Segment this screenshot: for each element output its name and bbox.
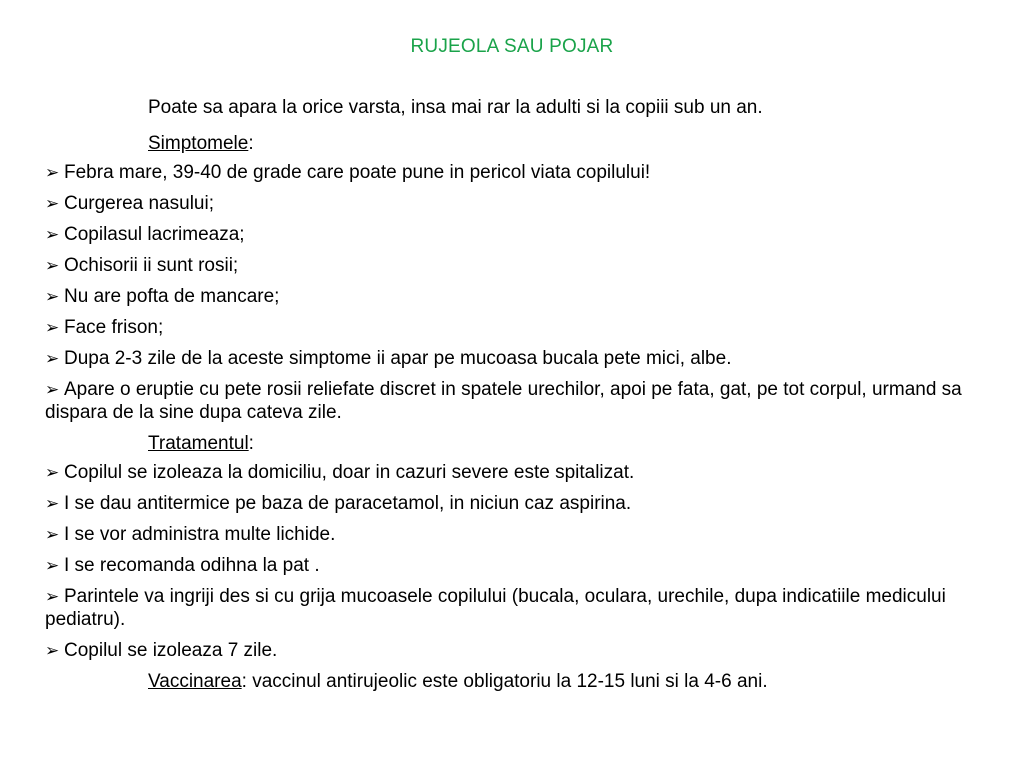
arrow-bullet-icon: ➢	[45, 587, 60, 606]
vaccine-line	[45, 670, 980, 693]
treatment-item	[45, 523, 980, 546]
slide-title: RUJEOLA SAU POJAR	[410, 36, 614, 57]
symptoms-heading-colon: :	[248, 133, 254, 154]
arrow-bullet-icon: ➢	[45, 256, 60, 275]
arrow-bullet-icon: ➢	[45, 641, 60, 660]
arrow-bullet-icon: ➢	[45, 287, 60, 306]
symptom-item	[45, 347, 980, 370]
treatment-text: I se recomanda odihna la pat .	[64, 555, 320, 576]
treatment-item	[45, 585, 980, 631]
symptom-text: Dupa 2-3 zile de la aceste simptome ii apar pe mucoasa bucala pete mici, albe.	[64, 348, 732, 369]
treatment-list	[45, 461, 980, 662]
symptom-item	[45, 316, 980, 339]
arrow-bullet-icon: ➢	[45, 380, 60, 399]
symptoms-heading	[45, 132, 980, 155]
symptom-text: Face frison;	[64, 317, 164, 338]
arrow-bullet-icon: ➢	[45, 463, 60, 482]
treatment-item	[45, 461, 980, 484]
symptom-text: Curgerea nasului;	[64, 193, 214, 214]
arrow-bullet-icon: ➢	[45, 556, 60, 575]
treatment-text: Copilul se izoleaza 7 zile.	[64, 640, 278, 661]
symptom-text: Nu are pofta de mancare;	[64, 286, 280, 307]
treatment-item	[45, 492, 980, 515]
treatment-heading-colon: :	[248, 433, 254, 454]
arrow-bullet-icon: ➢	[45, 494, 60, 513]
vaccine-heading: Vaccinarea	[148, 671, 242, 692]
treatment-text: I se vor administra multe lichide.	[64, 524, 336, 545]
symptom-text: Apare o eruptie cu pete rosii reliefate discret in spatele urechilor, apoi pe fata, gat, pe tot corpul, urmand sa dispara de la sine dupa cateva zile.	[45, 379, 962, 423]
intro-text: Poate sa apara la orice varsta, insa mai rar la adulti si la copiii sub un an.	[148, 97, 763, 118]
symptoms-list	[45, 161, 980, 424]
symptom-item	[45, 192, 980, 215]
arrow-bullet-icon: ➢	[45, 194, 60, 213]
arrow-bullet-icon: ➢	[45, 525, 60, 544]
symptom-text: Copilasul lacrimeaza;	[64, 224, 245, 245]
arrow-bullet-icon: ➢	[45, 163, 60, 182]
symptom-item	[45, 378, 980, 424]
treatment-text: Parintele va ingriji des si cu grija mucoasele copilului (bucala, oculara, urechile, dupa indicatiile medicului pediatru).	[45, 586, 946, 630]
treatment-item	[45, 639, 980, 662]
arrow-bullet-icon: ➢	[45, 225, 60, 244]
treatment-item	[45, 554, 980, 577]
symptom-text: Febra mare, 39-40 de grade care poate pune in pericol viata copilului!	[64, 162, 651, 183]
arrow-bullet-icon: ➢	[45, 349, 60, 368]
treatment-text: I se dau antitermice pe baza de paracetamol, in niciun caz aspirina.	[64, 493, 632, 514]
vaccine-text: : vaccinul antirujeolic este obligatoriu la 12-15 luni si la 4-6 ani.	[241, 671, 768, 692]
slide-content	[45, 96, 980, 700]
symptom-item	[45, 223, 980, 246]
arrow-bullet-icon: ➢	[45, 318, 60, 337]
treatment-heading-label: Tratamentul	[148, 433, 249, 454]
symptoms-heading-label: Simptomele	[148, 133, 249, 154]
symptom-item	[45, 161, 980, 184]
symptom-text: Ochisorii ii sunt rosii;	[64, 255, 239, 276]
symptom-item	[45, 254, 980, 277]
treatment-text: Copilul se izoleaza la domiciliu, doar in cazuri severe este spitalizat.	[64, 462, 635, 483]
treatment-heading	[45, 432, 980, 455]
symptom-item	[45, 285, 980, 308]
